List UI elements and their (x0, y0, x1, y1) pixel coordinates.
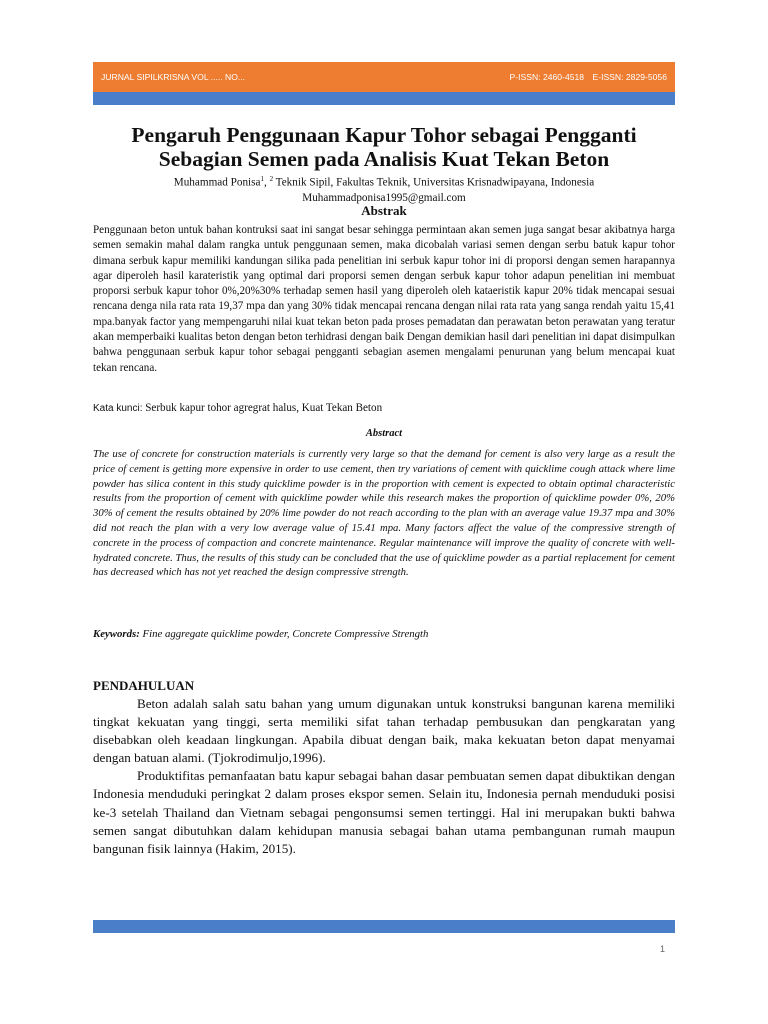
affiliation-superscript: 2 (269, 175, 274, 183)
author-superscript: 1 (260, 175, 264, 183)
keywords-text: Fine aggregate quicklime powder, Concrete Compressive Strength (139, 628, 429, 640)
footer-divider-bar (93, 920, 675, 933)
author-line (80, 172, 688, 191)
paper-title (80, 123, 688, 171)
journal-header-bar (93, 62, 675, 92)
author-separator: , (263, 176, 270, 189)
affiliation: Teknik Sipil, Fakultas Teknik, Universitas Krisnadwipayana, Indonesia (273, 176, 595, 189)
header-divider-bar (93, 92, 675, 105)
p-issn: P-ISSN: 2460-4518 (509, 72, 585, 82)
paragraph-1: Beton adalah salah satu bahan yang umum digunakan untuk konstruksi bangunan karena memiliki tingkat kekuatan yang tinggi, serta memiliki sifat tahan terhadap pembusukan dan pengkaratan yang disebabkan oleh keadaan lingkungan. Apabila dibuat dengan baik, maka kekuatan beton dapat menyamai dengan batuan alami. (Tjokrodimuljo,1996). (93, 696, 675, 766)
kata-kunci-label: Kata kunci: (93, 403, 143, 414)
page-number: 1 (660, 944, 666, 954)
author-block (80, 172, 688, 206)
keywords (93, 628, 675, 640)
abstrak-body: Penggunaan beton untuk bahan kontruksi saat ini sangat besar sehingga permintaan akan semen juga sangat besar akibatnya harga semen semakin mahal dalam rangka untuk penggunaan semen, maka dicobalah variasi semen dengan serbu batuk kapur tohor dimana serbuk kapur memiliki kandungan silika pada penelitian ini serbuk kapur tohor ini di proporsi dengan semen harapannya agar diperoleh hasil karateristik yang optimal dari proporsi semen dengan serbuk kapur tohor adapun penelitian ini membuat proporsi serbuk kapur tohor 0%,20%30% terhadap semen hasil yang diperoleh oleh kataeristik kapur 20% tidak mencapai sesuai rencana denga nila rata rata 19,37 mpa dan yang 30% tidak mencapai rencana dengan nilai rata rata yang sanga rendah yaitu 15,41 mpa.banyak factor yang mempengaruhi nilai kuat tekan beton pada proses pemadatan dan perawatan beton perawatan yang teratur akan memperbaiki kualitas beton dengan beton terhidrasi dengan baik Dengan demikian hasil dari penelitian ini dapat disimpulkan bahwa penggunaan serbuk kapur tohor sebagai pengganti sebagian asemen mengalami penurunan yang belum mencapai kuat tekan rencana. (93, 224, 675, 374)
kata-kunci (93, 402, 675, 414)
section-heading-pendahuluan: PENDAHULUAN (93, 678, 195, 693)
issn-group (504, 72, 667, 82)
title-line-1: Pengaruh Penggunaan Kapur Tohor sebagai Pengganti (131, 123, 637, 147)
author-email: Muhammadponisa1995@gmail.com (302, 191, 466, 204)
title-line-2: Sebagian Semen pada Analisis Kuat Tekan Beton (158, 147, 610, 171)
abstract-heading: Abstract (365, 428, 403, 439)
abstrak-heading: Abstrak (361, 203, 407, 218)
kata-kunci-text: Serbuk kapur tohor agregrat halus, Kuat Tekan Beton (142, 402, 383, 414)
keywords-label: Keywords: (93, 628, 140, 640)
abstract-body: The use of concrete for construction materials is currently very large so that the demand for cement is also very large as a result the price of cement is getting more expensive in order to use cement, then try variations of cement with quicklime cough attack where lime powder has silica content in this study quicklime powder is in the proportion with cement is expected to obtain optimal characteristic results from the proportion of cement with quicklime powder while this research makes the proportion of quicklime powder 0%, 20% 30% of cement the results obtained by 20% lime powder do not reach according to the plan with an average value 19.37 mpa and 30% did not reach the plan with a very low average value of 15.41 mpa. Many factors affect the value of the compressive strength of concrete in the process of compaction and concrete maintenance. Regular maintenance will improve the quality of concrete with well-hydrated concrete. Thus, the results of this study can be concluded that the use of quicklime powder as a partial replacement for cement has decreased which has not yet reached the design compressive strength. (93, 448, 675, 579)
intro-section (93, 695, 675, 858)
journal-name: JURNAL SIPILKRISNA VOL ..... NO... (101, 72, 246, 82)
author-name: Muhammad Ponisa (173, 176, 261, 189)
e-issn: E-ISSN: 2829-5056 (592, 72, 667, 82)
paragraph-2: Produktifitas pemanfaatan batu kapur sebagai bahan dasar pembuatan semen dapat dibuktikan dengan Indonesia menduduki peringkat 2 dalam proses ekspor semen. Selain itu, Indonesia pernah menduduki posisi ke-3 setelah Thailand dan Vietnam sebagai pengonsumsi semen tertinggi. Hal ini merupakan bukti bahwa semen sangat dibutuhkan dalam kehidupan manusia sebagai bahan utama pembangunan rumah maupun bangunan fisik lainnya (Hakim, 2015). (93, 768, 675, 856)
